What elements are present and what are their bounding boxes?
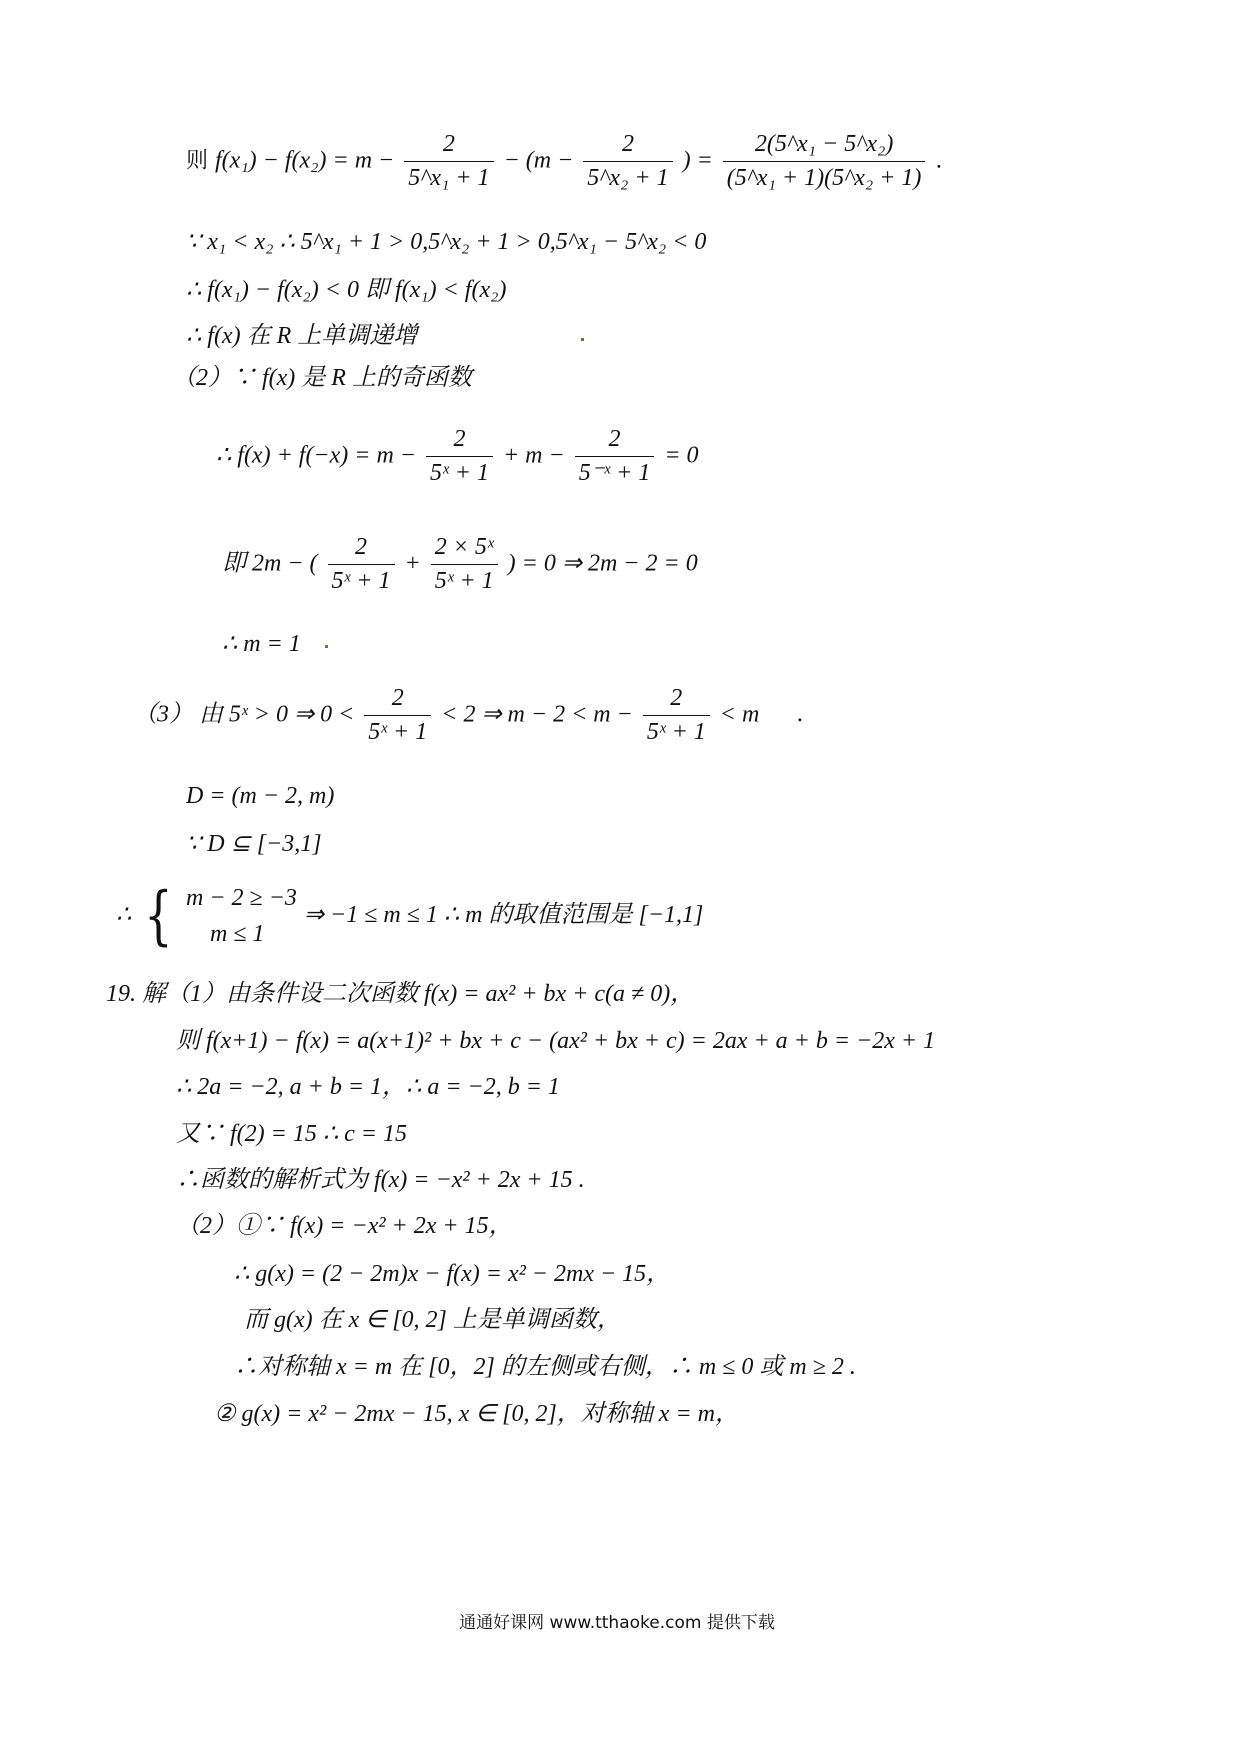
equation-line-11: ∵ D ⊆ [−3,1] (186, 831, 322, 857)
math-lhs: ∴ f(x) + f(−x) = m − (216, 442, 416, 469)
inequality-system (186, 880, 297, 952)
fraction-3 (723, 130, 926, 193)
equation-line-18: （2）①∵ f(x) = −x² + 2x + 15， (176, 1213, 513, 1239)
equation-line-3: ∴ f(x₁) − f(x₂) < 0 即 f(x₁) < f(x₂) (186, 277, 507, 303)
fraction-e (364, 684, 431, 747)
page-footer: 通通好课网 www.tthaoke.com 提供下载 (459, 1613, 775, 1633)
system-row-1: m − 2 ≥ −3 (186, 885, 297, 911)
math-mid: < 2 ⇒ m − 2 < m − (441, 701, 633, 728)
math-end: ) = 0 ⇒ 2m − 2 = 0 (507, 550, 698, 577)
fraction-a-den: 5ˣ + 1 (430, 459, 489, 486)
fraction-d-num: 2 × 5ˣ (431, 533, 498, 565)
equation-line-13: 19. 解（1）由条件设二次函数 f(x) = ax² + bx + c(a ≠ 0)， (106, 981, 695, 1007)
fraction-f (643, 684, 710, 747)
trailing-dot: . (796, 702, 804, 728)
equation-line-17: ∴函数的解析式为 f(x) = −x² + 2x + 15 . (176, 1167, 585, 1193)
fraction-3-num: 2(5^x₁ − 5^x₂) (723, 130, 926, 162)
fraction-c (328, 533, 395, 596)
math-end: = 0 (664, 442, 699, 469)
equation-line-10: D = (m − 2, m) (186, 783, 335, 809)
fraction-f-den: 5ˣ + 1 (646, 718, 706, 745)
fraction-2-num: 2 (583, 130, 672, 162)
fraction-2-den: 5^x₂ + 1 (587, 164, 669, 191)
fraction-e-den: 5ˣ + 1 (368, 718, 428, 745)
trailing-dot: . (935, 148, 943, 174)
fraction-b-den: 5⁻ˣ + 1 (578, 459, 651, 486)
fraction-c-num: 2 (328, 533, 395, 565)
fraction-1-num: 2 (404, 130, 493, 162)
fraction-1-den: 5^x₁ + 1 (408, 164, 490, 191)
fraction-2 (583, 130, 672, 193)
equation-line-7: 即 2m − ( $\frac{2}{\text{5ˣ + 1}}$ + $\frac{\text{2 × 5ˣ}}{\text{5ˣ + 1}}$ ) = 0 ⇒ 2m − 2 = 0 (222, 534, 698, 594)
equation-line-19: ∴ g(x) = (2 − 2m)x − f(x) = x² − 2mx − 15， (234, 1261, 671, 1287)
math-mid: + m − (502, 442, 565, 469)
fraction-a (426, 425, 493, 488)
equation-line-22: ② g(x) = x² − 2mx − 15, x ∈ [0, 2]，对称轴 x = m， (214, 1401, 739, 1427)
equation-line-1 (186, 130, 942, 193)
scan-mark-2 (325, 645, 328, 648)
equation-line-4: ∴ f(x) 在 R 上单调递增 (186, 323, 418, 349)
equation-line-8: ∴ m = 1 (222, 631, 301, 657)
equation-line-2: ∵ x₁ < x₂ ∴ 5^x₁ + 1 > 0,5^x₂ + 1 > 0,5^x₁ − 5^x₂ < 0 (186, 229, 707, 255)
equation-line-20: 而 g(x) 在 x ∈ [0, 2] 上是单调函数， (244, 1307, 621, 1333)
fraction-b-num: 2 (575, 425, 655, 457)
equation-line-16: 又∵ f(2) = 15 ∴ c = 15 (176, 1121, 407, 1147)
equation-line-6 (216, 425, 699, 488)
fraction-f-num: 2 (643, 684, 710, 716)
math-lhs: f(x₁) − f(x₂) = m − (215, 147, 395, 174)
fraction-b (575, 425, 655, 488)
equation-line-9 (133, 684, 803, 747)
fraction-a-num: 2 (426, 425, 493, 457)
fraction-1 (404, 130, 493, 193)
fraction-d-den: 5ˣ + 1 (434, 567, 494, 594)
math-close: ) = (682, 147, 713, 174)
equation-line-14: 则 f(x+1) − f(x) = a(x+1)² + bx + c − (ax² + bx + c) = 2ax + a + b = −2x + 1 (176, 1028, 936, 1054)
equation-line-15: ∴ 2a = −2, a + b = 1，∴ a = −2, b = 1 (176, 1074, 560, 1100)
system-row-2: m ≤ 1 (210, 921, 265, 947)
math-prefix: （3） 由 5ˣ > 0 ⇒ 0 < (133, 701, 355, 728)
equation-line-5: （2）∵ f(x) 是 R 上的奇函数 (172, 365, 472, 391)
equation-line-21: ∴对称轴 x = m 在 [0，2] 的左侧或右侧，∴ m ≤ 0 或 m ≥ 2 . (234, 1354, 856, 1380)
fraction-c-den: 5ˣ + 1 (331, 567, 391, 594)
math-prefix: 即 2m − ( (222, 550, 318, 577)
math-end: < m (719, 701, 760, 728)
system-conclusion: ⇒ −1 ≤ m ≤ 1 ∴ m 的取值范围是 [−1,1] (303, 902, 704, 928)
left-brace: { (144, 879, 173, 953)
math-mid: − (m − (503, 147, 574, 174)
fraction-d (431, 533, 498, 596)
text-prefix: 则 (186, 148, 209, 174)
scan-mark-1 (581, 338, 584, 341)
fraction-3-den: (5^x₁ + 1)(5^x₂ + 1) (726, 164, 922, 191)
fraction-e-num: 2 (364, 684, 431, 716)
equation-line-12: ∴ { m − 2 ≥ −3 m ≤ 1 ⇒ −1 ≤ m ≤ 1 ∴ m 的取值范围是 [−1,1] (116, 879, 704, 953)
